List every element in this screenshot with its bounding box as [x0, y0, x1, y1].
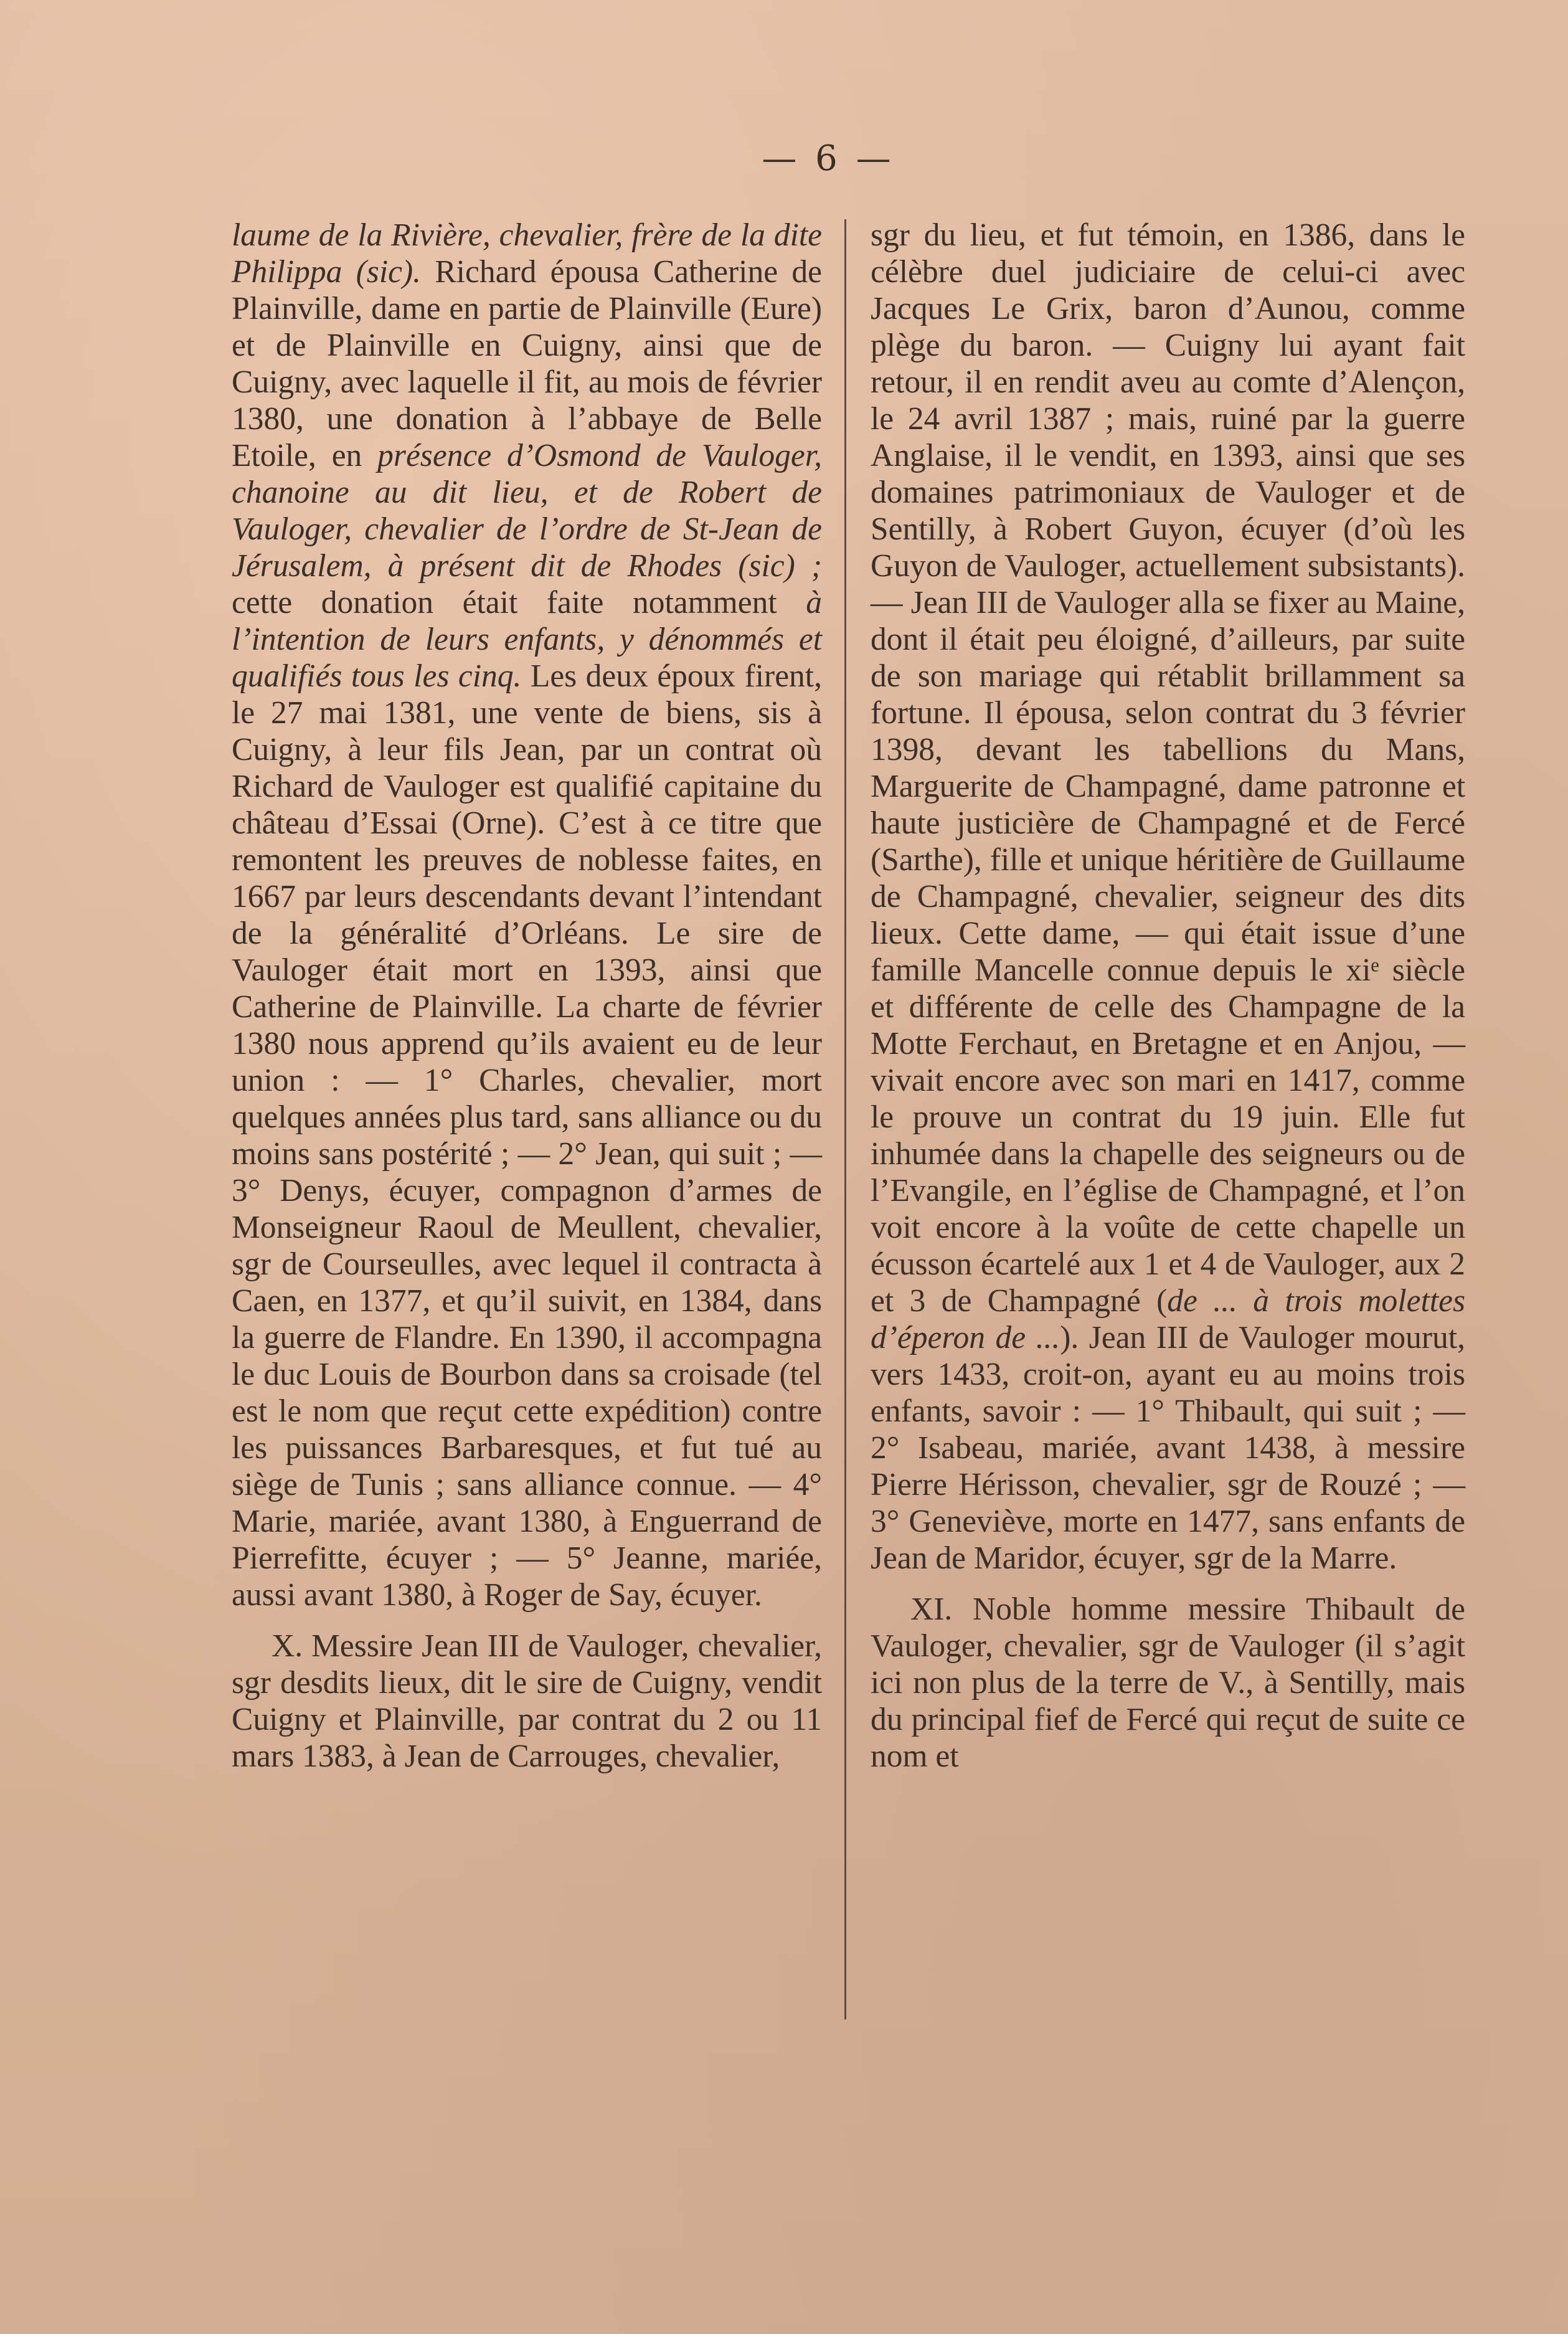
page-number: — 6 — [762, 138, 895, 179]
text-run: laume de la Rivière, chevalier, frère de la dite Philippa (sic). [232, 217, 822, 290]
right-paragraph-1 [871, 217, 1465, 1577]
right-column [871, 217, 1465, 1775]
text-run: à l’intention de leurs enfants, y dénommés et qualifiés tous les cinq. [232, 585, 822, 694]
text-run: Les deux époux firent, le 27 mai 1381, une vente de biens, sis à Cuigny, à leur fils Jean, par un contrat où Richard de Vauloger est qualifié capitaine du château d’Essai (Orne). C’est à ce titre que remontent les preuves de noblesse faites, en 1667 par leurs descendants devant l’intendant de la généralité d’Orléans. Le sire de Vauloger était mort en 1393, ainsi que Catherine de Plainville. La charte de février 1380 nous apprend qu’ils avaient eu de leur union : — 1° Charles, chevalier, mort quelques années plus tard, sans alliance ou du moins sans postérité ; — 2° Jean, qui suit ; — 3° Denys, écuyer, compagnon d’armes de Monseigneur Raoul de Meullent, chevalier, sgr de Courseulles, avec lequel il contracta à Caen, en 1377, et qu’il suivit, en 1384, dans la guerre de Flandre. En 1390, il accompagna le duc Louis de Bourbon dans sa croisade (tel est le nom que reçut cette expédition) contre les puissances Barbaresques, et fut tué au siège de Tunis ; sans alliance connue. — 4° Marie, mariée, avant 1380, à Enguerrand de Pierrefitte, écuyer ; — 5° Jeanne, mariée, aussi avant 1380, à Roger de Say, écuyer. [232, 658, 822, 1613]
text-run: Richard épousa Catherine de Plainville, dame en partie de Plainville (Eure) et de Plainville en Cuigny, ainsi que de Cuigny, avec laquelle il fit, au mois de février 1380, une donation à l’abbaye de Belle Etoile, en [232, 254, 822, 473]
left-column [232, 217, 822, 1775]
left-paragraph-2: X. Messire Jean III de Vauloger, chevalier, sgr desdits lieux, dit le sire de Cuigny, vendit Cuigny et Plainville, par contrat du 2 ou 11 mars 1383, à Jean de Carrouges, chevalier, [232, 1628, 822, 1774]
column-divider [844, 219, 846, 2019]
text-run: sgr du lieu, et fut témoin, en 1386, dans le célèbre duel judiciaire de celui-ci avec Jacques Le Grix, baron d’Aunou, comme plège du baron. — Cuigny lui ayant fait retour, il en rendit aveu au comte d’Alençon, le 24 avril 1387 ; mais, ruiné par la guerre Anglaise, il le vendit, en 1393, ainsi que ses domaines patrimoniaux de Vauloger et de Sentilly, à Robert Guyon, écuyer (d’où les Guyon de Vauloger, actuellement subsistants). — Jean III de Vauloger alla se fixer au Maine, dont il était peu éloigné, d’ailleurs, par suite de son mariage qui rétablit brillamment sa fortune. Il épousa, selon contrat du 3 février 1398, devant les tabellions du Mans, Marguerite de Champagné, dame patronne et haute justicière de Champagné et de Fercé (Sarthe), fille et unique héritière de Guillaume de Champagné, chevalier, seigneur des dits lieux. Cette dame, — qui était issue d’une famille Mancelle connue depuis le xiᵉ siècle et différente de celle des Champagne de la Motte Ferchaut, en Bretagne et en Anjou, — vivait encore avec son mari en 1417, comme le prouve un contrat du 19 juin. Elle fut inhumée dans la chapelle des seigneurs ou de l’Evangile, en l’église de Champagné, et l’on voit encore à la voûte de cette chapelle un écusson écartelé aux 1 et 4 de Vauloger, aux 2 et 3 de Champagné ( [871, 217, 1465, 1319]
text-run: présence d’Osmond de Vauloger, chanoine au dit lieu, et de Robert de Vauloger, chevalier de l’ordre de St-Jean de Jérusalem, à présent dit de Rhodes (sic) ; [232, 438, 822, 584]
text-run: cette donation était faite notamment [232, 585, 806, 620]
text-run: ). Jean III de Vauloger mourut, vers 1433, croit-on, ayant eu au moins trois enfants, savoir : — 1° Thibault, qui suit ; — 2° Isabeau, mariée, avant 1438, à messire Pierre Hérisson, chevalier, sgr de Rouzé ; — 3° Geneviève, morte en 1477, sans enfants de Jean de Maridor, écuyer, sgr de la Marre. [871, 1320, 1465, 1576]
left-paragraph-1 [232, 217, 822, 1613]
text-run: de ... à trois molettes d’éperon de ... [871, 1283, 1465, 1355]
right-paragraph-2: XI. Noble homme messire Thibault de Vauloger, chevalier, sgr de Vauloger (il s’agit ici non plus de la terre de V., à Sentilly, mais du principal fief de Fercé qui reçut de suite ce nom et [871, 1592, 1465, 1774]
